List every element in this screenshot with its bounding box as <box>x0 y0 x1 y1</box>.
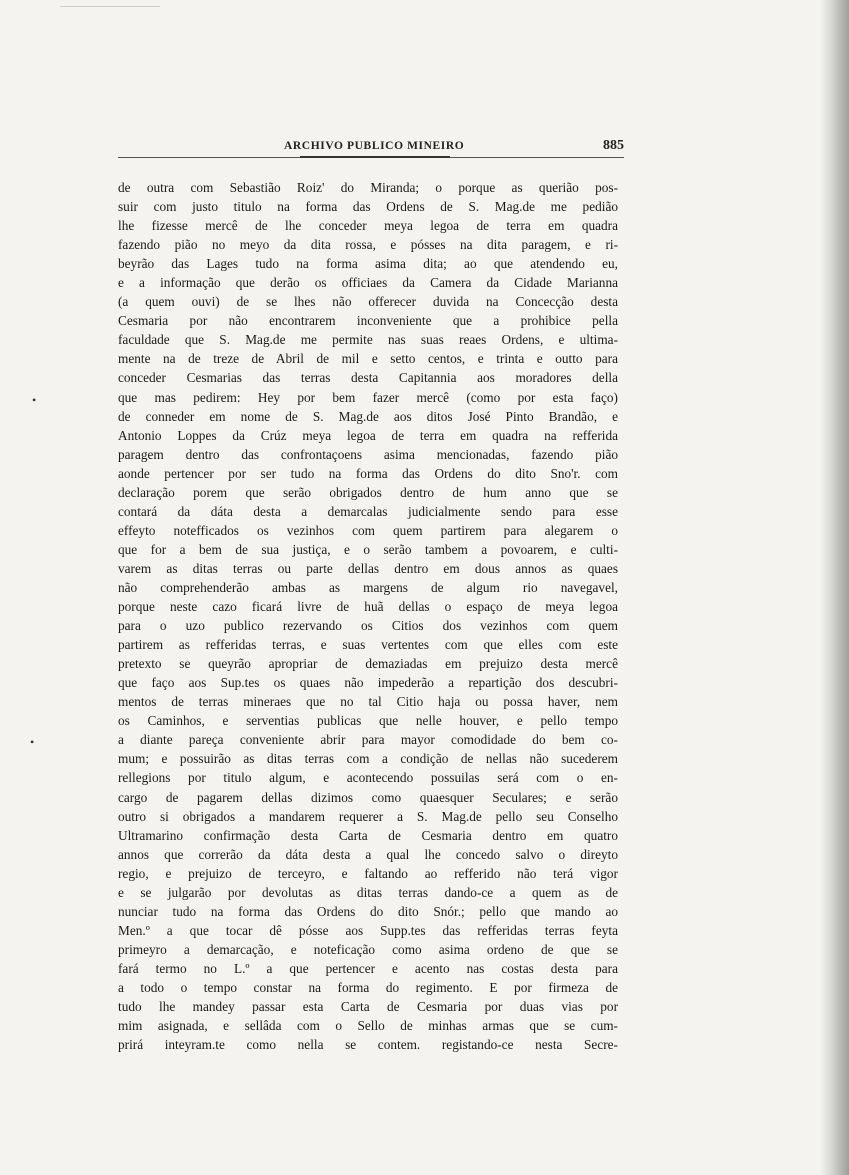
text-line: a todo o tempo constar na forma do regimento. E por firmeza de <box>118 979 618 995</box>
text-line: que mas pedirem: Hey por bem fazer mercê (como por esta faço) <box>118 389 618 405</box>
text-line: contará da dáta desta a demarcalas judicialmente sendo para esse <box>118 503 618 519</box>
text-line: declaração porem que serão obrigados dentro de hum anno que se <box>118 484 618 500</box>
text-line: os Caminhos, e serventias publicas que nelle houver, e pello tempo <box>118 713 618 729</box>
header-title: ARCHIVO PUBLICO MINEIRO <box>284 140 465 152</box>
text-line: cargo de pagarem dellas dizimos como quaesquer Seculares; e serão <box>118 789 618 805</box>
text-line: e se julgarão por devolutas as ditas terras dando-ce a quem as de <box>118 884 618 900</box>
text-line: mente na de treze de Abril de mil e setto centos, e trinta e outto para <box>118 351 618 367</box>
text-line: rellegions por titulo algum, e acontecendo possuilas será com o en- <box>118 770 618 786</box>
text-line: conceder Cesmarias das terras desta Capitannia aos moradores della <box>118 370 618 386</box>
text-line: annos que correrão da dáta desta a qual lhe concedo salvo o direyto <box>118 846 618 862</box>
text-line: pretexto se queyrão apropriar de demaziadas em prejuizo desta mercê <box>118 656 618 672</box>
text-line: que faço aos Sup.tes os quaes não impederão a repartição dos descubri- <box>118 675 618 691</box>
text-line: (a quem ouvi) de se lhes não offerecer duvida na Concecção desta <box>118 294 618 310</box>
text-line: de outra com Sebastião Roiz' do Miranda; o porque as querião pos- <box>118 180 618 195</box>
text-line: effeyto notefficados os vezinhos com quem partirem para alegarem o <box>118 522 618 538</box>
text-line: para o uzo publico rezervando os Citios dos vezinhos com quem <box>118 618 618 634</box>
page-number: 885 <box>603 138 624 153</box>
text-line: primeyro a demarcação, e noteficação como asima ordeno de que se <box>118 941 618 957</box>
text-line: varem as ditas terras ou parte dellas dentro em dous annos as quaes <box>118 560 618 576</box>
text-line: fazendo pião no meyo da dita rossa, e pósses na dita paragem, e ri- <box>118 237 618 253</box>
text-line: nunciar tudo na forma das Ordens do dito Snór.; pello que mando ao <box>118 903 618 919</box>
text-line: lhe fizesse mercê de lhe conceder meya legoa de terra em quadra <box>118 218 618 234</box>
text-line: de conneder em nome de S. Mag.de aos ditos José Pinto Brandão, e <box>118 408 618 424</box>
text-line: Cesmaria por não encontrarem inconveniente que a prohibice pella <box>118 313 618 329</box>
text-line: Ultramarino confirmação desta Carta de Cesmaria dentro em quatro <box>118 827 618 843</box>
text-line: partirem as refferidas terras, e suas vertentes com que elles com este <box>118 637 618 653</box>
text-line: mum; e possuirão as ditas terras com a condição de nellas não sucederem <box>118 751 618 767</box>
running-header <box>118 138 624 158</box>
text-line: beyrão das Lages tudo na forma asima dita; ao que atendendo eu, <box>118 256 618 272</box>
text-line: suir com justo titulo na forma das Ordens de S. Mag.de me pedião <box>118 199 618 215</box>
text-line: fará termo no L.º a que pertencer e acento nas costas desta para <box>118 960 618 976</box>
text-line: aonde pertencer por ser tudo na forma das Ordens do dito Sno'r. com <box>118 465 618 481</box>
body-text <box>118 178 618 1054</box>
header-rule-ornament <box>300 156 450 158</box>
margin-mark: • <box>30 735 35 749</box>
margin-mark: • <box>32 393 37 407</box>
text-line: regio, e prejuizo de terceyro, e faltando ao refferido não terá vigor <box>118 865 618 881</box>
text-line: porque neste cazo ficará livre de huã dellas o espaço de meya legoa <box>118 599 618 615</box>
text-line: mentos de terras mineraes que no tal Citio haja ou possa haver, nem <box>118 694 618 710</box>
text-line: Antonio Loppes da Crúz meya legoa de terra em quadra na refferida <box>118 427 618 443</box>
text-line: mim asignada, e sellâda com o Sello de minhas armas que se cum- <box>118 1018 618 1034</box>
text-line: prirá inteyram.te como nella se contem. registando-ce nesta Secre- <box>118 1037 618 1053</box>
text-line: e a informação que derão os officiaes da Camera da Cidade Marianna <box>118 275 618 291</box>
text-line: tudo lhe mandey passar esta Carta de Cesmaria por duas vias por <box>118 999 618 1015</box>
text-line: Men.º a que tocar dê pósse aos Supp.tes das refferidas terras feyta <box>118 922 618 938</box>
text-line: outro si obrigados a mandarem requerer a S. Mag.de pello seu Conselho <box>118 808 618 824</box>
text-line: faculdade que S. Mag.de me permite nas suas reaes Ordens, e ultima- <box>118 332 618 348</box>
text-line: paragem dentro das confrontaçoens asima mencionadas, fazendo pião <box>118 446 618 462</box>
text-line: a diante pareça conveniente abrir para mayor comodidade do bem co- <box>118 732 618 748</box>
text-line: que for a bem de sua justiça, e o serão tambem a povoarem, e culti- <box>118 541 618 557</box>
page-edge-shadow <box>821 0 849 1175</box>
text-line: não comprehenderão ambas as margens de algum rio navegavel, <box>118 579 618 595</box>
top-scan-mark <box>60 6 160 7</box>
